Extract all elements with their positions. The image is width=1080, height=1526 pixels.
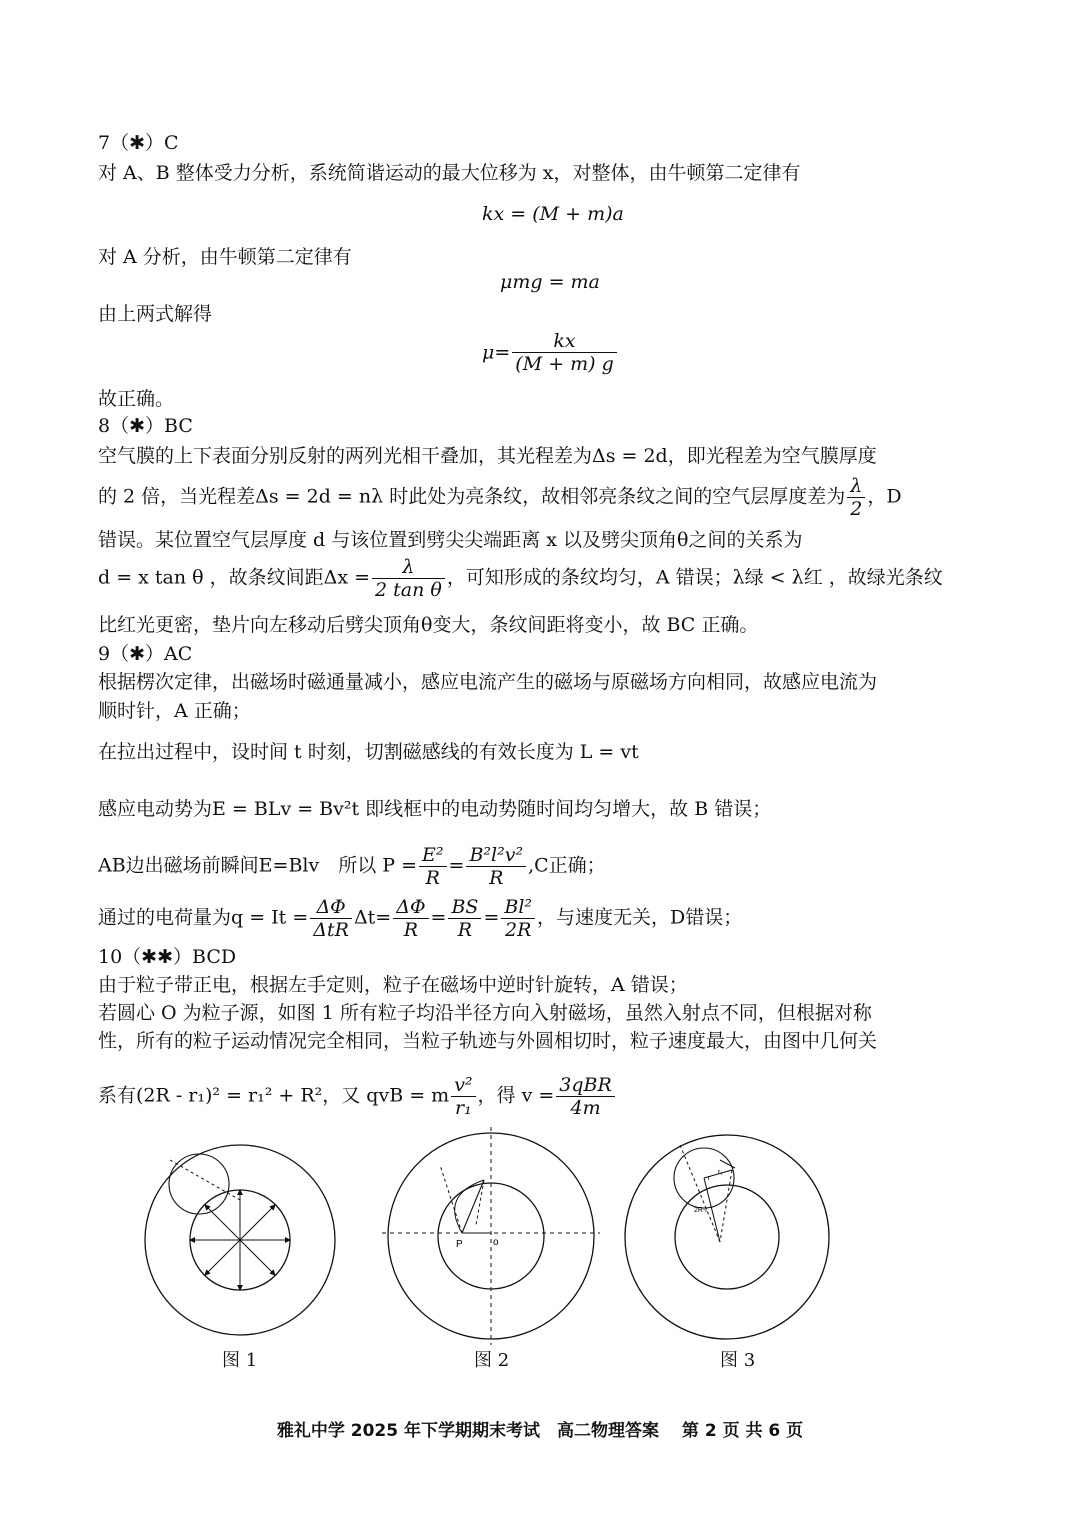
q9-l6-fraction-1	[310, 896, 352, 941]
q8-line-3: 错误。某位置空气层厚度 d 与该位置到劈尖尖端距离 x 以及劈尖顶角θ之间的关系为	[98, 529, 803, 551]
q7-paragraph-2: 对 A 分析，由牛顿第二定律有	[98, 246, 352, 268]
q8-line-2-tail: ，D	[867, 485, 902, 508]
fig1-trajectory-circle	[169, 1154, 229, 1214]
q8-line-4-fraction	[372, 556, 445, 601]
figure-3-diagram	[620, 1130, 835, 1345]
q10-l4-f2-den: 4m	[570, 1097, 601, 1119]
q9-l6-f3-den: R	[457, 919, 473, 941]
q10-heading: 10（✱✱）BCD	[98, 946, 237, 968]
fig3-label-r: r	[708, 1175, 711, 1182]
q9-l6-f2-num: ΔΦ	[393, 896, 428, 919]
q7-eq3-numerator: kx	[512, 330, 617, 353]
q10-l4-f1-den: r₁	[455, 1097, 472, 1119]
q9-l5-fraction-2	[466, 844, 526, 889]
fig3-label-2r: 2R-r	[694, 1207, 708, 1214]
figure-1-caption: 图 1	[222, 1350, 258, 1371]
q9-line-6-text: 通过的电荷量为q = It =	[98, 906, 309, 929]
q9-l6-fraction-4	[501, 896, 535, 941]
q10-l4-fraction-1	[451, 1074, 475, 1119]
q9-heading: 9（✱）AC	[98, 643, 193, 665]
q8-heading: 8（✱）BC	[98, 415, 193, 437]
q8-line-2	[98, 475, 902, 520]
figure-2-caption: 图 2	[474, 1350, 510, 1371]
q8-line-2-text: 的 2 倍，当光程差Δs = 2d = nλ 时此处为亮条纹，故相邻亮条纹之间的空气层厚度差为	[98, 485, 846, 508]
q7-equation-3	[482, 330, 619, 375]
q9-l6-f2-den: R	[403, 919, 419, 941]
q8-line-5: 比红光更密，垫片向左移动后劈尖顶角θ变大，条纹间距将变小，故 BC 正确。	[98, 614, 759, 636]
q9-line-5-tail: ,C正确；	[528, 854, 606, 877]
q8-line-4	[98, 556, 943, 601]
q9-line-5-text: AB边出磁场前瞬间E=Blv 所以 P =	[98, 854, 418, 877]
q7-heading: 7（✱）C	[98, 132, 179, 154]
q8-line-1: 空气膜的上下表面分别反射的两列光相干叠加，其光程差为Δs = 2d，即光程差为空气膜厚度	[98, 445, 877, 467]
q9-l5-f2-num: B²l²v²	[466, 844, 526, 867]
q7-paragraph-1: 对 A、B 整体受力分析，系统简谐运动的最大位移为 x，对整体，由牛顿第二定律有	[98, 162, 801, 184]
q8-l2-frac-den: 2	[850, 498, 863, 520]
q7-eq3-lhs: μ=	[482, 341, 511, 364]
figure-1-diagram	[140, 1140, 340, 1340]
q9-l5-f1-num: E²	[419, 844, 447, 867]
q7-eq3-denominator: (M + m) g	[515, 353, 614, 375]
q9-line-6-tail: ，与速度无关，D错误；	[537, 906, 743, 929]
q10-line-4-mid: ，得 v =	[477, 1084, 555, 1107]
q9-line-1: 根据楞次定律，出磁场时磁通量减小，感应电流产生的磁场与原磁场方向相同，故感应电流为	[98, 671, 878, 693]
q9-l5-fraction-1	[419, 844, 447, 889]
q9-l5-f1-den: R	[425, 867, 440, 889]
fig2-label-p: P	[456, 1239, 463, 1250]
q9-l6-f4-den: 2R	[504, 919, 532, 941]
q10-l4-fraction-2	[556, 1074, 615, 1119]
page-footer: 雅礼中学 2025 年下学期期末考试 高二物理答案 第 2 页 共 6 页	[276, 1421, 804, 1441]
q10-line-2: 若圆心 O 为粒子源，如图 1 所有粒子均沿半径方向入射磁场，虽然入射点不同，但根据对称	[98, 1002, 872, 1024]
q10-line-4	[98, 1074, 617, 1119]
q9-l6-f3-num: BS	[448, 896, 481, 919]
figure-2-diagram	[380, 1125, 602, 1347]
fig2-label-o: o	[493, 1237, 499, 1248]
q9-l5-equals: =	[448, 854, 465, 877]
q7-paragraph-4: 故正确。	[98, 388, 175, 410]
q10-line-4-text: 系有(2R - r₁)² = r₁² + R²，又 qvB = m	[98, 1084, 450, 1107]
q7-eq3-fraction	[512, 330, 617, 375]
q9-l6-mid: Δt=	[353, 906, 392, 929]
q9-line-5	[98, 844, 606, 889]
fig2-outer-circle	[388, 1133, 594, 1339]
fig3-outer-circle	[625, 1135, 829, 1339]
q9-line-3: 在拉出过程中，设时间 t 时刻，切割磁感线的有效长度为 L = vt	[98, 741, 639, 763]
q8-l4-frac-den: 2 tan θ	[375, 579, 442, 601]
q9-line-2: 顺时针，A 正确；	[98, 700, 251, 722]
fig3-label-r1: r₁	[718, 1169, 723, 1176]
q9-l6-fraction-3	[448, 896, 481, 941]
q8-line-4-tail: ，可知形成的条纹均匀，A 错误；λ绿 < λ红 ，故绿光条纹	[446, 566, 943, 589]
q8-l4-frac-num: λ	[372, 556, 445, 579]
q9-l6-f1-den: ΔtR	[313, 919, 349, 941]
figure-3-caption: 图 3	[720, 1350, 756, 1371]
q10-line-3: 性，所有的粒子运动情况完全相同，当粒子轨迹与外圆相切时，粒子速度最大，由图中几何关	[98, 1030, 878, 1052]
q9-l5-f2-den: R	[489, 867, 504, 889]
q9-l6-f1-num: ΔΦ	[310, 896, 352, 919]
q9-line-6: 通过的电荷量为q = It = $\frac{\Delta\Phi}{\text{ΔtR}}$ Δt= $\frac{\Delta\Phi}{R}$ = $\frac{BS}{R}$ = $\frac{\text{Bl²}}{2R}$ ，与速度无关，D错误；	[98, 896, 743, 941]
q7-equation-1: kx = (M + m)a	[482, 203, 624, 225]
q10-l4-f2-num: 3qBR	[556, 1074, 615, 1097]
q8-line-2-fraction	[847, 475, 865, 520]
q10-line-1: 由于粒子带正电，根据左手定则，粒子在磁场中逆时针旋转，A 错误；	[98, 974, 688, 996]
q8-line-4-text: d = x tan θ ，故条纹间距Δx =	[98, 566, 371, 589]
q9-l6-fraction-2	[393, 896, 428, 941]
q10-l4-f1-num: v²	[451, 1074, 475, 1097]
q9-l6-f4-num: Bl²	[501, 896, 535, 919]
q7-paragraph-3: 由上两式解得	[98, 303, 213, 325]
q9-line-4: 感应电动势为E = BLv = Bv²t 即线框中的电动势随时间均匀增大，故 B 错误；	[98, 798, 772, 820]
q7-equation-2: μmg = ma	[500, 271, 600, 293]
q8-l2-frac-num: λ	[847, 475, 865, 498]
